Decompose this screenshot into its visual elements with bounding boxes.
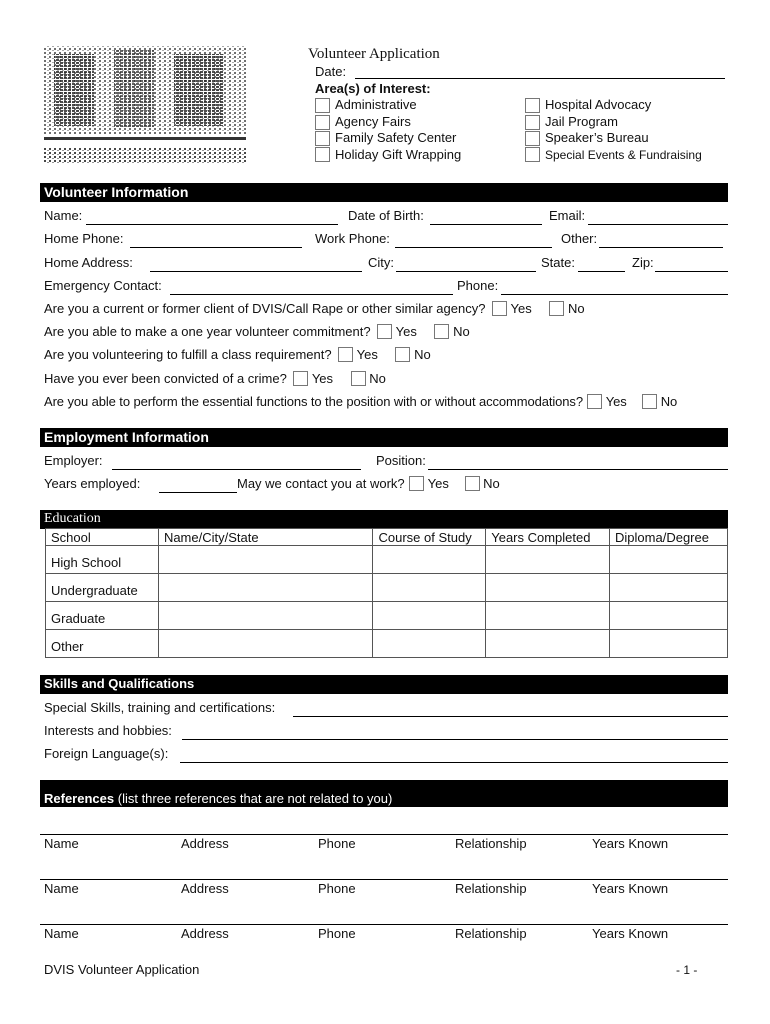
years-employed-label: Years employed: (44, 476, 141, 491)
ref-col-phone: Phone (318, 926, 356, 941)
table-cell[interactable] (610, 630, 728, 658)
area-checkbox-hospital-advocacy[interactable] (525, 98, 540, 113)
table-cell[interactable] (158, 602, 373, 630)
question-client (44, 301, 585, 316)
area-label: Agency Fairs (335, 114, 411, 129)
table-row (46, 630, 728, 658)
references-title: References (44, 791, 115, 806)
question-text: Are you a current or former client of DVIS/Call Rape or other similar agency? (44, 301, 486, 316)
no-label: No (567, 301, 585, 316)
no-label: No (453, 324, 470, 339)
home-phone-label: Home Phone: (44, 231, 124, 246)
name-label: Name: (44, 208, 83, 223)
no-label: No (660, 394, 678, 409)
convicted-yes-checkbox[interactable] (293, 371, 308, 386)
question-text: Have you ever been convicted of a crime? (44, 371, 287, 386)
table-cell[interactable] (610, 546, 728, 574)
yes-label: Yes (395, 324, 417, 339)
table-cell[interactable] (610, 602, 728, 630)
client-no-checkbox[interactable] (549, 301, 564, 316)
area-checkbox-administrative[interactable] (315, 98, 330, 113)
question-essential-functions (44, 394, 677, 409)
table-cell[interactable] (158, 574, 373, 602)
functions-yes-checkbox[interactable] (587, 394, 602, 409)
question-commitment (44, 324, 470, 339)
ref-col-years-known: Years Known (592, 881, 669, 896)
emergency-contact-label: Emergency Contact: (44, 278, 162, 293)
education-table (45, 528, 728, 658)
zip-label: Zip: (632, 255, 654, 270)
question-text: May we contact you at work? (237, 476, 405, 491)
table-row (46, 602, 728, 630)
interests-label: Interests and hobbies: (44, 723, 172, 738)
no-label: No (483, 476, 500, 491)
form-title: Volunteer Application (308, 46, 440, 62)
volunteer-information-heading: Volunteer Information (40, 183, 728, 202)
column-header: Name/City/State (158, 529, 373, 546)
table-row (46, 574, 728, 602)
ref-col-name: Name (44, 836, 79, 851)
dob-label: Date of Birth: (348, 208, 424, 223)
commitment-no-checkbox[interactable] (434, 324, 449, 339)
column-header: Years Completed (486, 529, 610, 546)
question-convicted (44, 371, 386, 386)
state-label: State: (541, 255, 575, 270)
ref-col-name: Name (44, 881, 79, 896)
contact-yes-checkbox[interactable] (409, 476, 424, 491)
column-header: School (46, 529, 159, 546)
ref-col-relationship: Relationship (455, 836, 527, 851)
table-cell[interactable] (486, 546, 610, 574)
row-label: Graduate (46, 602, 159, 630)
position-label: Position: (376, 453, 426, 468)
ref-col-phone: Phone (318, 836, 356, 851)
position-field[interactable] (428, 469, 728, 470)
employer-label: Employer: (44, 453, 103, 468)
emergency-phone-label: Phone: (457, 278, 499, 293)
question-contact-work (237, 476, 500, 491)
area-label: Holiday Gift Wrapping (335, 147, 462, 162)
ref-col-address: Address (181, 926, 229, 941)
dob-field[interactable] (430, 224, 542, 225)
ref-col-years-known: Years Known (592, 836, 669, 851)
other-phone-field[interactable] (599, 247, 723, 248)
years-employed-field[interactable] (159, 492, 237, 493)
ref-col-name: Name (44, 926, 79, 941)
ref-col-relationship: Relationship (455, 881, 527, 896)
question-class-requirement (44, 347, 431, 362)
table-cell[interactable] (373, 630, 486, 658)
foreign-language-label: Foreign Language(s): (44, 746, 169, 761)
functions-no-checkbox[interactable] (642, 394, 657, 409)
question-text: Are you volunteering to fulfill a class requirement? (44, 347, 332, 362)
no-label: No (414, 347, 431, 362)
question-text: Are you able to perform the essential functions to the position with or without accommodations? (44, 394, 583, 409)
table-header-row (46, 529, 728, 546)
zip-field[interactable] (655, 271, 728, 272)
name-field[interactable] (86, 224, 338, 225)
table-cell[interactable] (158, 630, 373, 658)
home-address-field[interactable] (150, 271, 362, 272)
convicted-no-checkbox[interactable] (351, 371, 366, 386)
other-phone-label: Other: (561, 231, 598, 246)
row-label: Other (46, 630, 159, 658)
work-phone-label: Work Phone: (315, 231, 390, 246)
work-phone-field[interactable] (395, 247, 552, 248)
page-number: - 1 - (676, 963, 698, 977)
area-checkbox-speakers-bureau[interactable] (525, 131, 540, 146)
area-label: Special Events & Fundraising (545, 148, 702, 162)
areas-of-interest-label: Area(s) of Interest: (315, 81, 431, 96)
home-phone-field[interactable] (130, 247, 302, 248)
reference-line-3[interactable] (40, 924, 728, 925)
home-address-label: Home Address: (44, 255, 133, 270)
email-label: Email: (549, 208, 586, 223)
state-field[interactable] (578, 271, 625, 272)
references-note: (list three references that are not related to you) (117, 791, 393, 806)
ref-col-address: Address (181, 881, 229, 896)
area-checkbox-family-safety-center[interactable] (315, 131, 330, 146)
area-label: Speaker’s Bureau (545, 130, 649, 145)
column-header: Diploma/Degree (610, 529, 728, 546)
table-cell[interactable] (486, 602, 610, 630)
yes-label: Yes (510, 301, 532, 316)
class-no-checkbox[interactable] (395, 347, 410, 362)
class-yes-checkbox[interactable] (338, 347, 353, 362)
emergency-phone-field[interactable] (501, 294, 728, 295)
ref-col-address: Address (181, 836, 229, 851)
row-label: High School (46, 546, 159, 574)
reference-line-1[interactable] (40, 834, 728, 835)
ref-col-years-known: Years Known (592, 926, 669, 941)
reference-line-2[interactable] (40, 879, 728, 880)
special-skills-label: Special Skills, training and certifications: (44, 700, 276, 715)
yes-label: Yes (427, 476, 449, 491)
footer-title: DVIS Volunteer Application (44, 962, 200, 977)
interests-field[interactable] (182, 739, 728, 740)
ref-col-relationship: Relationship (455, 926, 527, 941)
yes-label: Yes (311, 371, 334, 386)
area-checkbox-special-events[interactable] (525, 147, 540, 162)
table-cell[interactable] (373, 546, 486, 574)
client-yes-checkbox[interactable] (492, 301, 507, 316)
email-field[interactable] (588, 224, 728, 225)
area-checkbox-agency-fairs[interactable] (315, 115, 330, 130)
date-label: Date: (315, 64, 347, 79)
no-label: No (369, 371, 386, 386)
table-cell[interactable] (373, 574, 486, 602)
table-cell[interactable] (486, 630, 610, 658)
commitment-yes-checkbox[interactable] (377, 324, 392, 339)
contact-no-checkbox[interactable] (465, 476, 480, 491)
table-cell[interactable] (373, 602, 486, 630)
ref-col-phone: Phone (318, 881, 356, 896)
area-checkbox-holiday-gift-wrapping[interactable] (315, 147, 330, 162)
area-checkbox-jail-program[interactable] (525, 115, 540, 130)
table-row (46, 546, 728, 574)
education-heading: Education (40, 510, 728, 529)
employer-field[interactable] (112, 469, 361, 470)
area-label: Family Safety Center (335, 130, 457, 145)
area-label: Jail Program (545, 114, 618, 129)
row-label: Undergraduate (46, 574, 159, 602)
table-cell[interactable] (610, 574, 728, 602)
column-header: Course of Study (373, 529, 486, 546)
skills-heading: Skills and Qualifications (40, 675, 728, 694)
emergency-contact-field[interactable] (170, 294, 453, 295)
city-label: City: (368, 255, 394, 270)
references-heading (40, 780, 728, 807)
employment-information-heading: Employment Information (40, 428, 728, 447)
area-label: Administrative (335, 97, 417, 112)
yes-label: Yes (356, 347, 378, 362)
area-label: Hospital Advocacy (545, 97, 652, 112)
table-cell[interactable] (486, 574, 610, 602)
city-field[interactable] (396, 271, 536, 272)
foreign-language-field[interactable] (180, 762, 728, 763)
special-skills-field[interactable] (293, 716, 728, 717)
question-text: Are you able to make a one year volunteer commitment? (44, 324, 371, 339)
date-field[interactable] (355, 78, 725, 79)
table-cell[interactable] (158, 546, 373, 574)
organization-logo (44, 44, 246, 168)
yes-label: Yes (605, 394, 627, 409)
